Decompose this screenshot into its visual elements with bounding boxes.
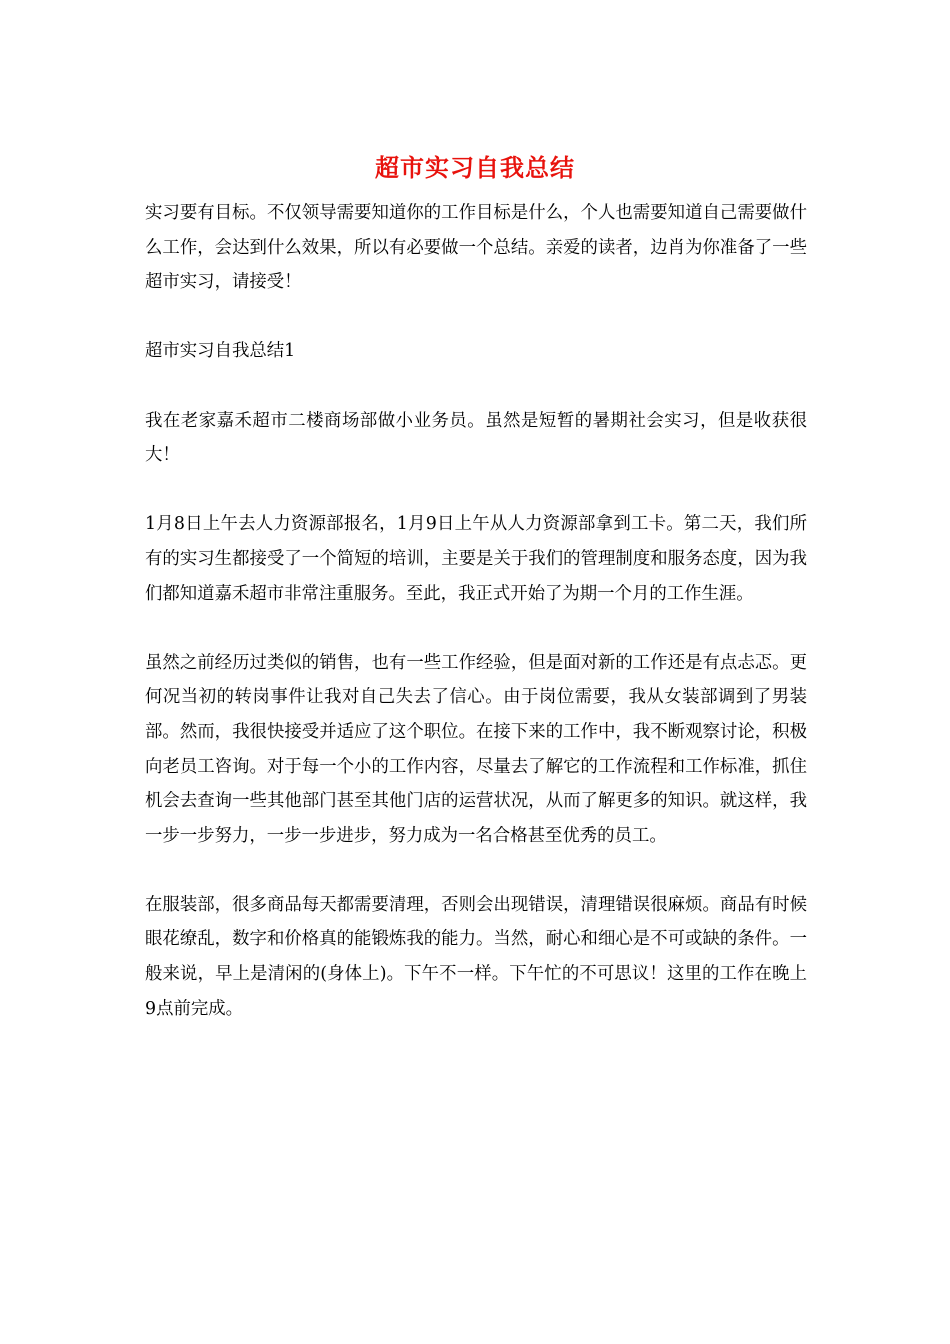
body-paragraph: 我在老家嘉禾超市二楼商场部做小业务员。虽然是短暂的暑期社会实习，但是收获很大！ [145, 410, 807, 466]
intro-paragraph: 实习要有目标。不仅领导需要知道你的工作目标是什么，个人也需要知道自己需要做什么工作，会达到什么效果，所以有必要做一个总结。亲爱的读者，边肖为你准备了一些超市实习，请接受！ [145, 203, 807, 293]
document-title: 超市实习自我总结 [375, 153, 575, 182]
body-paragraph: 1月8日上午去人力资源部报名，1月9日上午从人力资源部拿到工卡。第二天，我们所有的实习生都接受了一个简短的培训，主要是关于我们的管理制度和服务态度，因为我们都知道嘉禾超市非常注重服务。至此，我正式开始了为期一个月的工作生涯。 [145, 514, 807, 604]
document-body [145, 196, 807, 1061]
section-heading: 超市实习自我总结1 [145, 341, 296, 362]
body-paragraph: 在服装部，很多商品每天都需要清理，否则会出现错误，清理错误很麻烦。商品有时候眼花缭乱，数字和价格真的能锻炼我的能力。当然，耐心和细心是不可或缺的条件。一般来说，早上是清闲的(身体上)。下午不一样。下午忙的不可思议！这里的工作在晚上9点前完成。 [145, 894, 807, 1019]
body-paragraph: 虽然之前经历过类似的销售，也有一些工作经验，但是面对新的工作还是有点忐忑。更何况当初的转岗事件让我对自己失去了信心。由于岗位需要，我从女装部调到了男装部。然而，我很快接受并适应了这个职位。在接下来的工作中，我不断观察讨论，积极向老员工咨询。对于每一个小的工作内容，尽量去了解它的工作流程和工作标准，抓住机会去查询一些其他部门甚至其他门店的运营状况，从而了解更多的知识。就这样，我一步一步努力，一步一步进步，努力成为一名合格甚至优秀的员工。 [145, 652, 807, 846]
